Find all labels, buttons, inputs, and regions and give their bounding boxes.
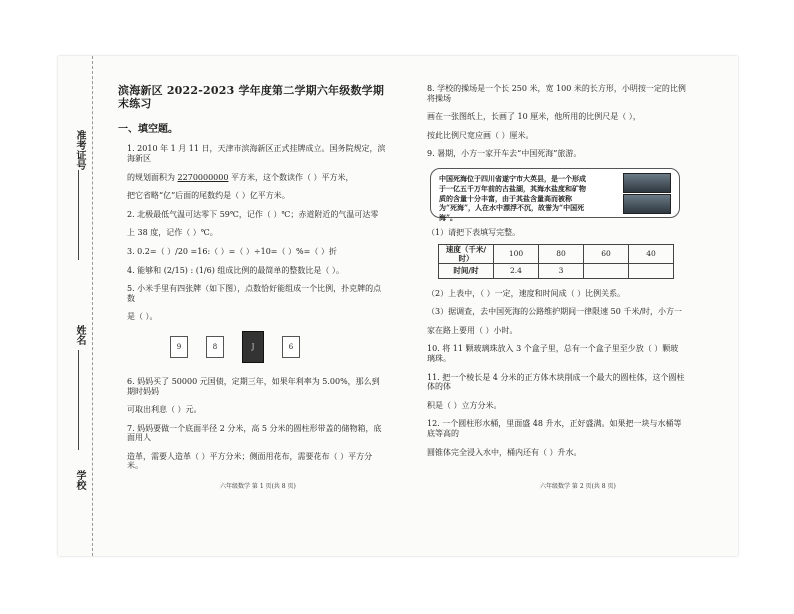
school-label: 学校 xyxy=(74,470,85,490)
playing-card: J xyxy=(242,331,264,363)
exam-title: 滨海新区 2022-2023 学年度第二学期六年级数学期末练习 xyxy=(118,84,385,111)
right-page xyxy=(418,84,686,466)
question-3: 3. 0.2=（ ）/20 =16:（ ）=（ ）÷10=（ ）%=（ ）折 xyxy=(127,246,337,256)
table-cell xyxy=(584,263,629,278)
table-cell: 80 xyxy=(539,244,584,263)
sub-question-2: （2）上表中，（ ）一定，速度和时间成（ ）比例关系。 xyxy=(427,288,626,298)
question-1: 1. 2010 年 1 月 11 日，天津市滨海新区正式挂牌成立。国务院规定，滨海新区 的规划面积为 2270000000 平方米，这个数读作（ ）平方米， 把它省略“亿”后面的尾数约是（ ）亿平方米。 xyxy=(127,144,386,201)
playing-card: 8 xyxy=(206,336,224,358)
question-5: 5. 小米手里有四张牌（如下图），点数恰好能组成一个比例，扑克牌的点数 是（ ）。 xyxy=(127,284,382,322)
question-12: 12. 一个圆柱形水桶，里面盛 48 升水，正好盛满。如果把一块与水桶等底等高的 圆锥体完全浸入水中，桶内还有（ ）升水。 xyxy=(427,419,682,457)
name-label: 姓名 xyxy=(74,325,85,345)
table-row xyxy=(439,244,674,263)
table-cell xyxy=(629,263,674,278)
table-cell: 60 xyxy=(584,244,629,263)
exam-id-label: 准考证号 xyxy=(74,130,85,170)
question-6: 6. 妈妈买了 50000 元国债，定期三年，如果年利率为 5.00%，那么到期时妈妈 可取出利息（ ）元。 xyxy=(127,376,380,415)
page-footer: 六年级数学 第 1 页(共 8 页) xyxy=(220,483,296,490)
question-4: 4. 能够和 (2/15) : (1/6) 组成比例的最简单的整数比是（ ）。 xyxy=(127,265,344,275)
lake-photo-bottom xyxy=(623,194,671,214)
table-cell: 2.4 xyxy=(494,263,539,278)
playing-card: 9 xyxy=(170,336,188,358)
table-cell: 40 xyxy=(629,244,674,263)
speed-time-table xyxy=(438,244,674,279)
lake-photo-top xyxy=(623,173,671,193)
area-number: 2270000000 xyxy=(177,172,229,182)
table-row xyxy=(439,263,674,278)
table-cell: 100 xyxy=(494,244,539,263)
question-8: 8. 学校的操场是一个长 250 米，宽 100 米的长方形，小明按一定的比例将操场 画在一张图纸上，长画了 10 厘米，他所用的比例尺是（ ）， 按此比例尺宽应画（ ）厘米。 xyxy=(427,84,686,140)
question-10: 10. 将 11 颗玻璃珠放入 3 个盒子里，总有一个盒子里至少放（ ）颗玻璃珠。 xyxy=(427,344,679,363)
question-2: 2. 北极最低气温可达零下 59℃，记作（ ）℃；赤道附近的气温可达零 上 38 度，记作（ ）℃。 xyxy=(127,209,379,238)
playing-card: 6 xyxy=(282,336,300,358)
sub-question-3: （3）据调查，去中国死海的公路维护期间一律限速 50 千米/时，小方一 家在路上要用（ ）小时。 xyxy=(427,307,683,335)
sub-question-1: （1）请把下表填写完整。 xyxy=(427,227,521,237)
info-text: 中国死海位于四川省遂宁市大英县，是一个形成于一亿五千万年前的古盐湖，其海水盐度和矿物质的含量十分丰富，由于其盐含量高而被称为“死海”，人在水中漂浮不沉，故誉为“中国死海”。 xyxy=(439,173,586,223)
table-header: 速度（千米/时） xyxy=(439,244,494,263)
page-footer: 六年级数学 第 2 页(共 8 页) xyxy=(540,483,616,490)
playing-cards xyxy=(170,331,386,363)
info-box xyxy=(430,168,680,223)
left-page xyxy=(118,84,386,480)
table-cell: 3 xyxy=(539,263,584,278)
question-7: 7. 妈妈要做一个底面半径 2 分米，高 5 分米的圆柱形带盖的储物箱，底面用人 造革，需要人造革（ ）平方分米；侧面用花布，需要花布（ ）平方分米。 xyxy=(127,423,382,471)
question-9: 9. 暑期，小方一家开车去“中国死海”旅游。 xyxy=(427,149,582,159)
question-11: 11. 把一个棱长是 4 分米的正方体木块削成一个最大的圆柱体，这个圆柱体的体 积是（ ）立方分米。 xyxy=(427,372,685,410)
section-heading: 一、填空题。 xyxy=(118,124,178,136)
name-line xyxy=(78,350,79,450)
table-header: 时间/时 xyxy=(439,263,494,278)
binding-dashed-line xyxy=(92,56,93,556)
exam-id-line xyxy=(78,170,79,260)
